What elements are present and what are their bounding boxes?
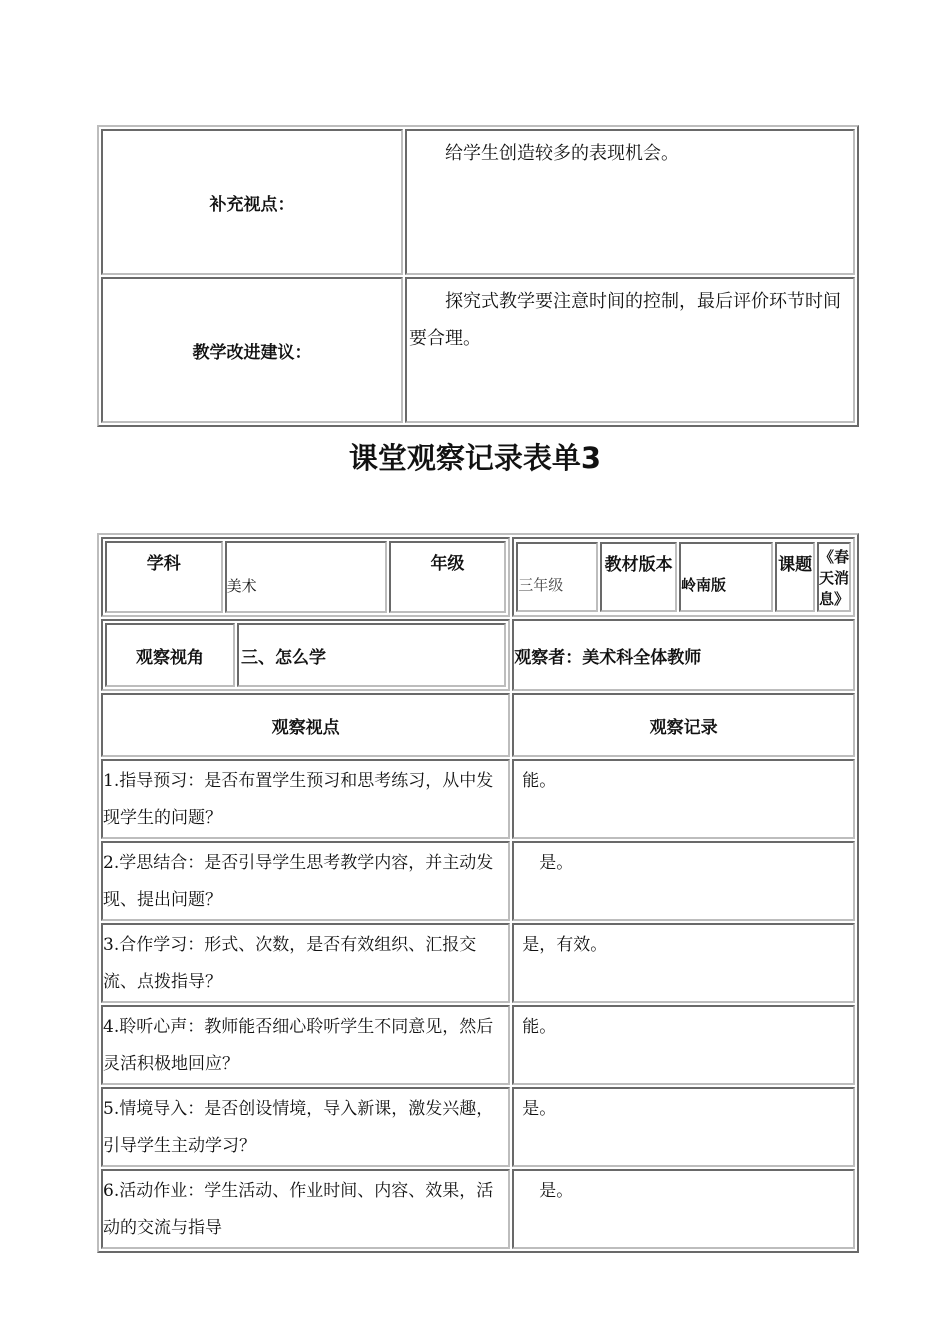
- improvement-label: 教学改进建议：: [101, 277, 403, 423]
- topic-label: 课题: [775, 542, 815, 612]
- grade-label: 年级: [389, 541, 507, 613]
- improvement-value: 探究式教学要注意时间的控制，最后评价环节时间要合理。: [405, 277, 855, 423]
- topic-value: 《春天消息》: [817, 542, 851, 612]
- record-5: 是。: [512, 1087, 855, 1167]
- record-1: 能。: [512, 759, 855, 839]
- point-4: 4.聆听心声：教师能否细心聆听学生不同意见，然后灵活积极地回应？: [101, 1005, 510, 1085]
- point-5: 5.情境导入：是否创设情境，导入新课，激发兴趣，引导学生主动学习？: [101, 1087, 510, 1167]
- point-6: 6.活动作业：学生活动、作业时间、内容、效果，活动的交流与指导: [101, 1169, 510, 1249]
- observer: 观察者：美术科全体教师: [512, 619, 855, 691]
- record-4: 能。: [512, 1005, 855, 1085]
- edition-label: 教材版本: [600, 542, 677, 612]
- page-title: 课堂观察记录表单3: [348, 441, 602, 475]
- point-1: 1.指导预习：是否布置学生预习和思考练习，从中发现学生的问题？: [101, 759, 510, 839]
- info-right: [512, 537, 855, 617]
- angle-value: 三、怎么学: [237, 623, 506, 687]
- subject-label: 学科: [105, 541, 223, 613]
- record-2: 是。: [512, 841, 855, 921]
- record-3: 是，有效。: [512, 923, 855, 1003]
- point-2: 2.学思结合：是否引导学生思考教学内容，并主动发现、提出问题？: [101, 841, 510, 921]
- points-header: 观察视点: [101, 693, 510, 757]
- angle-cell: [101, 619, 510, 691]
- record-6: 是。: [512, 1169, 855, 1249]
- point-3: 3.合作学习：形式、次数，是否有效组织、汇报交流、点拨指导？: [101, 923, 510, 1003]
- supplement-table: [97, 125, 859, 427]
- angle-label: 观察视角: [105, 623, 235, 687]
- edition-value: 岭南版: [679, 542, 773, 612]
- supplement-value: 给学生创造较多的表现机会。: [405, 129, 855, 275]
- observation-table: [97, 533, 859, 1253]
- subject-value: 美术: [225, 541, 387, 613]
- grade-value: 三年级: [516, 542, 598, 612]
- supplement-label: 补充视点：: [101, 129, 403, 275]
- records-header: 观察记录: [512, 693, 855, 757]
- info-left: [101, 537, 510, 617]
